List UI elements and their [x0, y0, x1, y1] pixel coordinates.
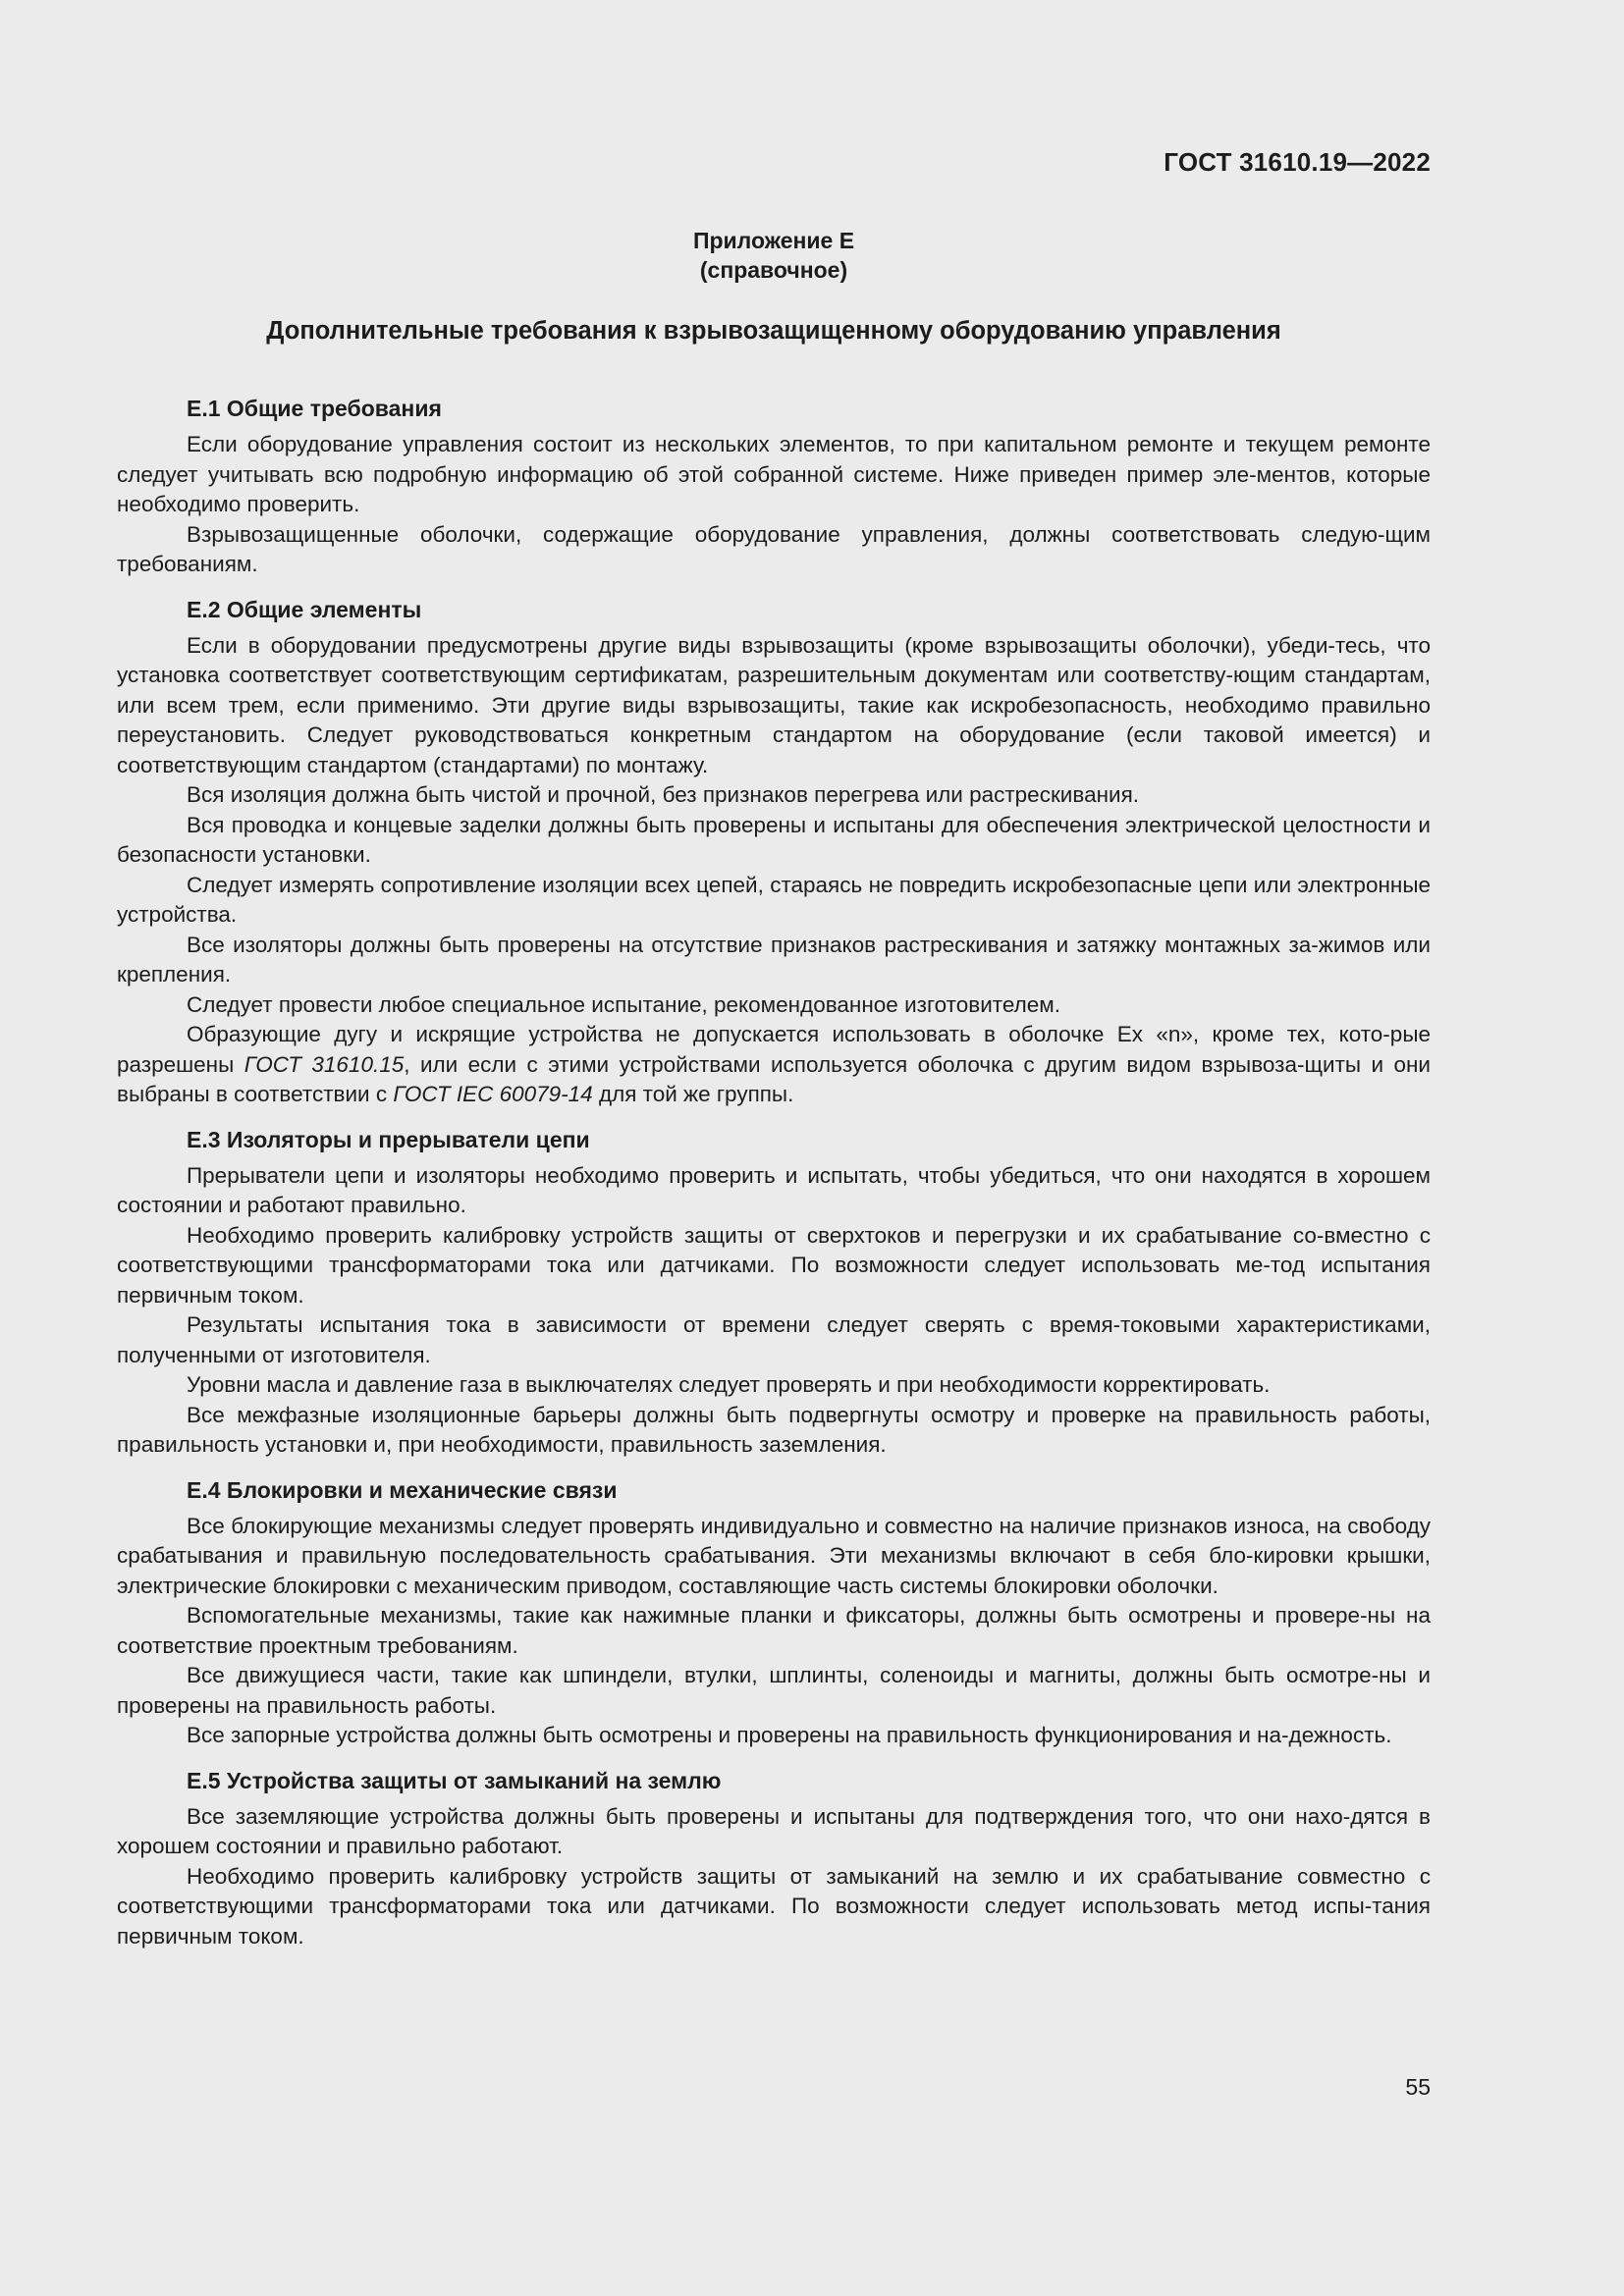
body-text	[117, 393, 1431, 1965]
section-heading: Е.4 Блокировки и механические связи	[187, 1476, 618, 1503]
paragraph: Если в оборудовании предусмотрены другие виды взрывозащиты (кроме взрывозащиты оболочки), убеди-тесь, что установка соответствует соответствующим сертификатам, разрешительным документам или соответству-ющим стандартам, или всем трем, если применимо. Эти другие виды взрывозащиты, такие как искробезопасность, необходимо правильно переустановить. Следует руководствоваться конкретным стандартом на оборудование (если таковой имеется) и соответствующим стандартом (стандартами) по монтажу.	[117, 632, 1431, 777]
paragraph: Уровни масла и давление газа в выключателях следует проверять и при необходимости корректировать.	[187, 1372, 1271, 1397]
annex-kind: (справочное)	[699, 257, 848, 283]
document-code: ГОСТ 31610.19—2022	[1164, 147, 1431, 177]
paragraph: Все изоляторы должны быть проверены на отсутствие признаков растрескивания и затяжку монтажных за-жимов или крепления.	[117, 932, 1431, 987]
annex-title: Дополнительные требования к взрывозащищенному оборудованию управления	[266, 317, 1281, 345]
text-span: для той же группы.	[592, 1082, 794, 1106]
paragraph: Все межфазные изоляционные барьеры должны быть подвергнуты осмотру и проверке на правильность работы, правильность установки и, при необходимости, правильность заземления.	[117, 1402, 1431, 1457]
annex-label: Приложение Е	[692, 228, 855, 253]
paragraph: Прерыватели цепи и изоляторы необходимо проверить и испытать, чтобы убедиться, что они находятся в хорошем состоянии и работают правильно.	[117, 1162, 1431, 1217]
section-heading: Е.2 Общие элементы	[187, 596, 422, 622]
paragraph: Все запорные устройства должны быть осмотрены и проверены на правильность функционирования и на-дежность.	[187, 1723, 1392, 1747]
paragraph: Все заземляющие устройства должны быть проверены и испытаны для подтверждения того, что они нахо-дятся в хорошем состоянии и правильно работают.	[117, 1803, 1431, 1858]
text-span: Образующие дугу и искрящие устройства не допускается использовать в оболочке Ex «n», кроме тех, кото-рые разрешены	[117, 1022, 1431, 1077]
standard-reference: ГОСТ 31610.15	[244, 1051, 405, 1077]
paragraph: Вспомогательные механизмы, такие как нажимные планки и фиксаторы, должны быть осмотрены и провере-ны на соответствие проектным требованиям.	[117, 1603, 1431, 1658]
paragraph-with-references	[117, 1020, 1431, 1110]
paragraph: Необходимо проверить калибровку устройств защиты от сверхтоков и перегрузки и их срабатывание со-вместно с соответствующими трансформаторами тока или датчиками. По возможности следует использовать ме-тод испытания первичным током.	[117, 1222, 1431, 1308]
section-e5	[117, 1765, 1431, 1952]
section-e1	[117, 393, 1431, 580]
section-e4	[117, 1474, 1431, 1751]
section-e2	[117, 594, 1431, 1110]
paragraph: Вся изоляция должна быть чистой и прочной, без признаков перегрева или растрескивания.	[187, 782, 1140, 807]
paragraph: Следует провести любое специальное испытание, рекомендованное изготовителем.	[187, 991, 1060, 1017]
paragraph: Все движущиеся части, такие как шпиндели, втулки, шплинты, соленоиды и магниты, должны быть осмотре-ны и проверены на правильность работы.	[117, 1663, 1431, 1718]
paragraph: Если оборудование управления состоит из нескольких элементов, то при капитальном ремонте и текущем ремонте следует учитывать всю подробную информацию об этой собранной системе. Ниже приведен пример эле-ментов, которые необходимо проверить.	[117, 432, 1431, 516]
standard-reference: ГОСТ IEC 60079-14	[393, 1082, 593, 1106]
document-page	[117, 0, 1431, 2296]
section-heading: Е.1 Общие требования	[187, 396, 442, 421]
paragraph: Результаты испытания тока в зависимости от времени следует сверять с время-токовыми характеристиками, полученными от изготовителя.	[117, 1312, 1431, 1367]
paragraph: Необходимо проверить калибровку устройств защиты от замыканий на землю и их срабатывание совместно с соответствующими трансформаторами тока или датчиками. По возможности следует использовать метод испы-тания первичным током.	[117, 1863, 1431, 1949]
section-heading: Е.5 Устройства защиты от замыканий на землю	[187, 1767, 722, 1793]
paragraph: Взрывозащищенные оболочки, содержащие оборудование управления, должны соответствовать следую-щим требованиям.	[117, 521, 1431, 576]
annex-heading	[117, 226, 1431, 285]
paragraph: Вся проводка и концевые заделки должны быть проверены и испытаны для обеспечения электрической целостности и безопасности установки.	[117, 812, 1431, 867]
section-e3	[117, 1124, 1431, 1461]
text-span: , или если с этими устройствами используется оболочка с другим видом взрывоза-щиты и они выбраны в соответствии с	[117, 1051, 1431, 1106]
paragraph: Все блокирующие механизмы следует проверять индивидуально и совместно на наличие признаков износа, на свободу срабатывания и правильную последовательность срабатывания. Эти механизмы включают в себя бло-кировки крышки, электрические блокировки с механическим приводом, составляющие часть системы блокировки оболочки.	[117, 1513, 1431, 1598]
section-heading: Е.3 Изоляторы и прерыватели цепи	[187, 1126, 590, 1152]
page-number: 55	[1405, 2074, 1431, 2100]
paragraph: Следует измерять сопротивление изоляции всех цепей, стараясь не повредить искробезопасные цепи или электронные устройства.	[117, 872, 1431, 927]
